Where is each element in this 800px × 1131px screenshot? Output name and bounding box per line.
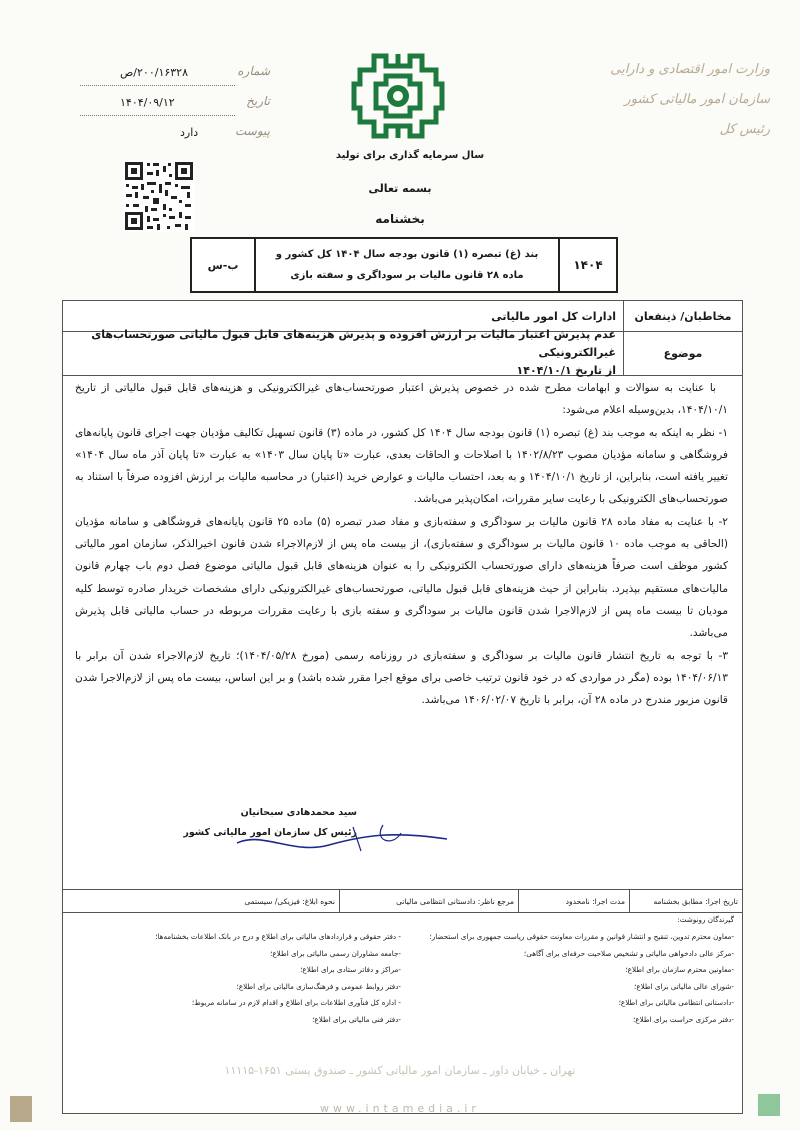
decor-square <box>758 1094 780 1116</box>
date-row <box>80 92 270 122</box>
circular-code: ب-س <box>207 258 239 272</box>
postal-address: تهران ـ خیابان داور ـ سازمان امور مالیاتی کشور ـ صندوق پستی ۱۶۵۱-۱۱۱۱۵ <box>224 1064 576 1077</box>
circular-table <box>62 300 743 1114</box>
recipients-value: ادارات کل امور مالیاتی <box>491 309 616 323</box>
dotted-line <box>80 85 235 86</box>
tax-organization-logo <box>348 48 448 144</box>
subject-line: عدم پذیرش اعتبار مالیات بر ارزش افزوده و پذیرش هزینه‌های قابل قبول مالیاتی صورتحساب‌های غیرالکترونیکی <box>91 328 616 359</box>
website-link[interactable]: www.intamedia.ir <box>320 1102 480 1115</box>
letter-meta <box>80 62 270 152</box>
list-item: -دادستانی انتظامی مالیاتی برای اطلاع؛ <box>618 998 734 1007</box>
list-item: - اداره کل فنآوری اطلاعات برای اطلاع و اقدام لازم در سامانه مربوط؛ <box>191 998 401 1007</box>
body-paragraph: با عنایت به سوالات و ابهامات مطرح شده در خصوص پذیرش اعتبار صورتحساب‌های غیرالکترونیکی و هزینه‌های قابل قبول مالیاتی از تاریخ ۱۴۰۴/۱۰/۱، بدین‌وسیله اعلام می‌شود: <box>75 382 728 417</box>
attachment-label: پیوست <box>235 124 270 138</box>
dotted-line <box>80 115 235 116</box>
signer-name: سید محمدهادی سبحانیان <box>240 807 357 818</box>
qr-code <box>123 160 195 242</box>
list-item: -شورای عالی مالیاتی برای اطلاع؛ <box>634 981 734 991</box>
body-paragraph: ۲- با عنایت به مفاد ماده ۲۸ قانون مالیات بر سوداگری و سفته‌بازی و مفاد صدر تبصره (۵) ماده ۲۵ قانون پایانه‌های فروشگاهی و سامانه مؤدیان (الحاقی به موجب ماده ۱۰ قانون مالیات بر سوداگری و سفته‌بازی)، از بیست ماه پس از لازم‌الاجراء شدن قانون اخیرالذکر، سازمان امور مالیاتی کشور موظف است صرفاً هزینه‌های دارای صورتحساب الکترونیکی را به عنوان هزینه‌های قابل قبول مالیاتی موضوع فصل دوم باب چهارم قانون مالیات‌های مستقیم بپذیرد. بنابراین از حیث هزینه‌های قابل قبول مالیاتی، صورتحساب‌های غیرالکترونیکی دارای مشخصات خریدار صادره توسط کلیه مودیان تا بیست ماه پس از لازم‌الاجرا شدن قانون مالیات بر سوداگری و سفته بازی با رعایت مقررات مربوطه در حساب مالیاتی قابل پذیرش می‌باشد. <box>75 515 728 640</box>
list-item: -معاون محترم تدوین، تنقیح و انتشار قوانین و مقررات معاونت حقوقی ریاست جمهوری برای استحضار؛ <box>429 932 734 941</box>
attachment-value: دارد <box>180 126 199 139</box>
number-row <box>80 62 270 92</box>
execution-duration: مدت اجرا: نامحدود <box>518 890 629 912</box>
execution-date: تاریخ اجرا: مطابق بخشنامه <box>629 890 742 912</box>
list-item: -دفتر فنی مالیاتی برای اطلاع؛ <box>312 1014 401 1024</box>
execution-info-row <box>63 889 742 913</box>
attachment-row <box>80 122 270 152</box>
signer-title: رئیس کل سازمان امور مالیاتی کشور <box>183 827 357 838</box>
list-item: -جامعه مشاوران رسمی مالیاتی برای اطلاع؛ <box>270 948 401 958</box>
clause-line: بند (غ) تبصره (۱) قانون بودجه سال ۱۴۰۴ کل کشور و <box>275 249 539 260</box>
subject-line: از تاریخ ۱۴۰۴/۱۰/۱ <box>516 364 616 377</box>
copy-recipients-title: گیرندگان رونوشت: <box>677 915 734 924</box>
clause-line: ماده ۲۸ قانون مالیات بر سوداگری و سفته بازی <box>290 270 524 281</box>
ministry-line: سازمان امور مالیاتی کشور <box>624 92 770 107</box>
body-paragraph: ۳- با توجه به تاریخ انتشار قانون مالیات بر سوداگری و سفته‌بازی در روزنامه رسمی (مورخ ۱۴۰۴/۰۵/۲۸)؛ تاریخ لازم‌الاجراء شدن آن برابر با ۱۴۰۴/۰۶/۱۳ بوده (مگر در مواردی که در خود قانون ترتیب خاصی برای موقع اجرا مقرر شده باشد) و بر این اساس، بیست ماه پس از لازم‌الاجرا شدن قانون مزبور مندرج در ماده ۲۸ آن، برابر با تاریخ ۱۴۰۶/۰۲/۰۷ می‌باشد. <box>75 649 729 707</box>
copy-recipients-left <box>71 929 401 1028</box>
list-item: -دفتر مرکزی حراست برای اطلاع؛ <box>633 1014 734 1024</box>
list-item: -مراکز و دفاتر ستادی برای اطلاع؛ <box>300 965 401 974</box>
subject-row <box>63 328 742 377</box>
subject-value <box>71 328 616 377</box>
body-paragraph: ۱- نظر به اینکه به موجب بند (غ) تبصره (۱) قانون بودجه سال ۱۴۰۴ کل کشور، در ماده (۳) قانون تسهیل تکالیف مؤدیان جهت اجرای قانون پایانه‌های فروشگاهی و سامانه مؤدیان مصوب ۱۴۰۲/۸/۲۳ با اصلاحات و الحاقات بعدی، عبارت «تا پایان سال ۱۴۰۳» به عبارت «تا پایان آذر ماه سال ۱۴۰۴» تغییر یافته است، بنابراین، از تاریخ ۱۴۰۴/۱۰/۱ و به بعد، احتساب مالیات و عوارض خرید (اعتبار) در محاسبه مالیات بر ارزش افزوده صرفاً با استناد به صورتحساب‌های الکترونیکی با رعایت سایر مقررات، امکان‌پذیر می‌باشد. <box>75 426 729 506</box>
circular-year: ۱۴۰۴ <box>558 239 616 291</box>
list-item: -معاونین محترم سازمان برای اطلاع؛ <box>625 965 734 974</box>
number-label: شماره <box>237 64 270 78</box>
ministry-header <box>580 55 770 145</box>
notification-method: نحوه ابلاغ: فیزیکی/ سیستمی <box>244 896 335 906</box>
ministry-line: رئیس کل <box>719 122 770 137</box>
copy-recipients-right <box>404 929 734 1028</box>
document-type: بخشنامه <box>375 212 425 226</box>
recipients-label: مخاطبان/ ذینفعان <box>623 301 742 331</box>
bismillah: بسمه تعالی <box>368 182 432 195</box>
supervisory-authority: مرجع ناظر: دادستانی انتظامی مالیاتی <box>339 890 518 912</box>
circular-body <box>75 377 728 711</box>
circular-code-box <box>190 237 618 293</box>
list-item: - دفتر حقوقی و قراردادهای مالیاتی برای اطلاع و درج در بانک اطلاعات بخشنامه‌ها؛ <box>155 932 401 941</box>
ministry-line: وزارت امور اقتصادی و دارایی <box>610 62 770 77</box>
signature <box>233 821 453 861</box>
list-item: -دفتر روابط عمومی و فرهنگ‌سازی مالیاتی برای اطلاع؛ <box>236 981 401 991</box>
date-label: تاریخ <box>246 94 270 108</box>
number-value: ۲۰۰/۱۶۳۲۸/ص <box>120 66 188 79</box>
copy-recipients <box>71 915 734 1024</box>
circular-clause <box>254 239 558 291</box>
year-slogan: سال سرمایه گذاری برای تولید <box>335 150 485 161</box>
subject-label: موضوع <box>623 331 742 375</box>
date-value: ۱۴۰۴/۰۹/۱۲ <box>120 96 175 109</box>
list-item: -مرکز عالی دادخواهی مالیاتی و تشخیص صلاحیت حرفه‌ای برای آگاهی؛ <box>523 948 734 958</box>
